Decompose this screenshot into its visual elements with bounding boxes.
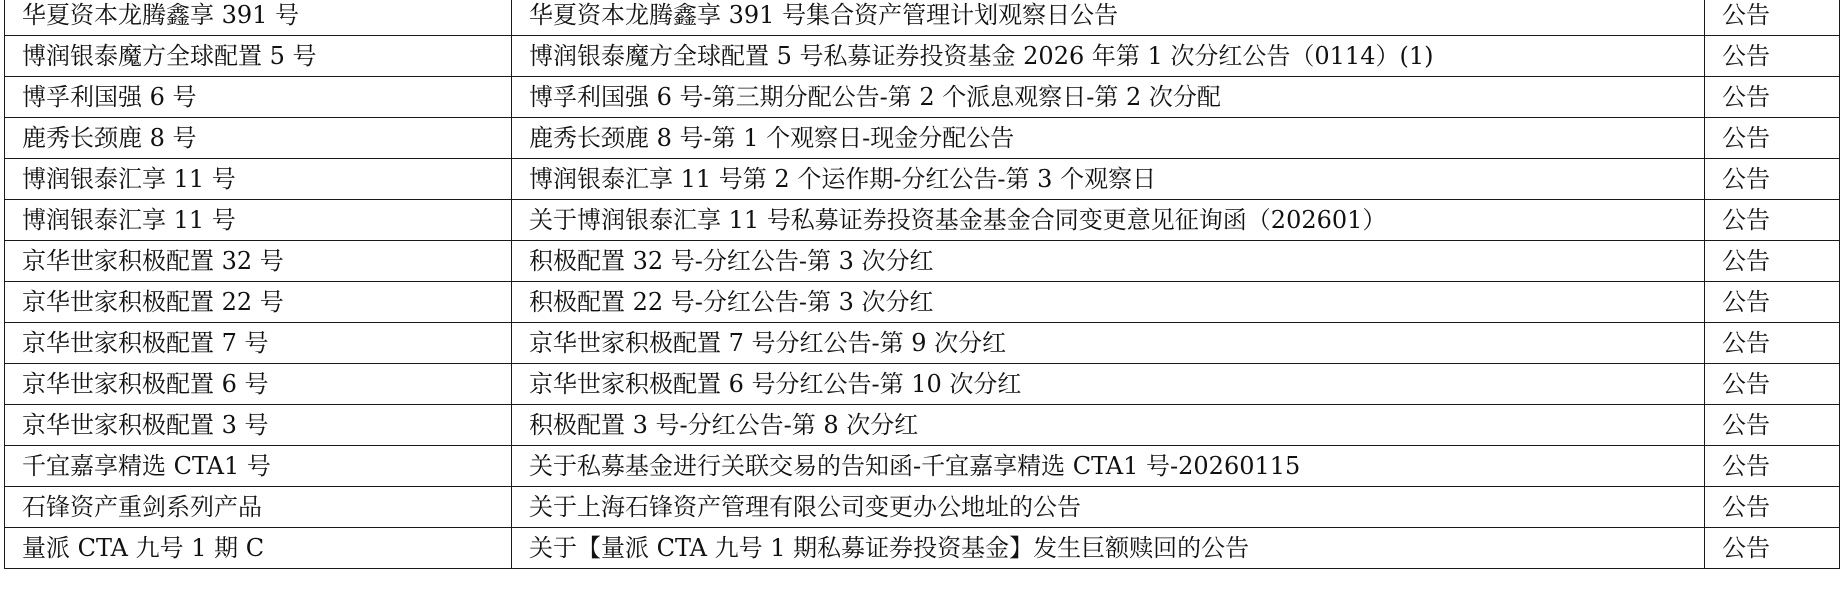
product-name-cell: 千宜嘉享精选 CTA1 号 bbox=[5, 446, 512, 487]
table-row bbox=[5, 118, 1840, 159]
announcement-title-cell: 博孚利国强 6 号-第三期分配公告-第 2 个派息观察日-第 2 次分配 bbox=[512, 77, 1705, 118]
product-name-cell: 京华世家积极配置 7 号 bbox=[5, 323, 512, 364]
product-name-cell: 华夏资本龙腾鑫享 391 号 bbox=[5, 0, 512, 36]
announcement-type-cell: 公告 bbox=[1705, 364, 1840, 405]
table-row bbox=[5, 487, 1840, 528]
announcement-type-cell: 公告 bbox=[1705, 118, 1840, 159]
announcement-title-cell: 关于上海石锋资产管理有限公司变更办公地址的公告 bbox=[512, 487, 1705, 528]
table-row bbox=[5, 528, 1840, 569]
product-name-cell: 石锋资产重剑系列产品 bbox=[5, 487, 512, 528]
announcement-type-cell: 公告 bbox=[1705, 487, 1840, 528]
announcement-type-cell: 公告 bbox=[1705, 405, 1840, 446]
product-name-cell: 量派 CTA 九号 1 期 C bbox=[5, 528, 512, 569]
announcement-type-cell: 公告 bbox=[1705, 528, 1840, 569]
product-name-cell: 京华世家积极配置 3 号 bbox=[5, 405, 512, 446]
announcement-type-cell: 公告 bbox=[1705, 159, 1840, 200]
table-row bbox=[5, 323, 1840, 364]
product-name-cell: 博孚利国强 6 号 bbox=[5, 77, 512, 118]
product-name-cell: 京华世家积极配置 6 号 bbox=[5, 364, 512, 405]
announcement-title-cell: 积极配置 32 号-分红公告-第 3 次分红 bbox=[512, 241, 1705, 282]
announcement-type-cell: 公告 bbox=[1705, 200, 1840, 241]
announcement-type-cell: 公告 bbox=[1705, 446, 1840, 487]
announcement-title-cell: 关于博润银泰汇享 11 号私募证券投资基金基金合同变更意见征询函（202601） bbox=[512, 200, 1705, 241]
table-row bbox=[5, 200, 1840, 241]
table-row bbox=[5, 159, 1840, 200]
table-row bbox=[5, 364, 1840, 405]
announcement-type-cell: 公告 bbox=[1705, 282, 1840, 323]
announcement-title-cell: 积极配置 22 号-分红公告-第 3 次分红 bbox=[512, 282, 1705, 323]
announcement-title-cell: 京华世家积极配置 7 号分红公告-第 9 次分红 bbox=[512, 323, 1705, 364]
table-row bbox=[5, 36, 1840, 77]
announcement-title-cell: 关于【量派 CTA 九号 1 期私募证券投资基金】发生巨额赎回的公告 bbox=[512, 528, 1705, 569]
table-row bbox=[5, 0, 1840, 36]
announcement-title-cell: 博润银泰魔方全球配置 5 号私募证券投资基金 2026 年第 1 次分红公告（0114）(1) bbox=[512, 36, 1705, 77]
announcement-title-cell: 博润银泰汇享 11 号第 2 个运作期-分红公告-第 3 个观察日 bbox=[512, 159, 1705, 200]
product-name-cell: 博润银泰魔方全球配置 5 号 bbox=[5, 36, 512, 77]
table-row bbox=[5, 405, 1840, 446]
announcement-type-cell: 公告 bbox=[1705, 323, 1840, 364]
product-name-cell: 鹿秀长颈鹿 8 号 bbox=[5, 118, 512, 159]
product-name-cell: 博润银泰汇享 11 号 bbox=[5, 159, 512, 200]
table-row bbox=[5, 241, 1840, 282]
announcement-type-cell: 公告 bbox=[1705, 77, 1840, 118]
table-row bbox=[5, 77, 1840, 118]
announcement-title-cell: 积极配置 3 号-分红公告-第 8 次分红 bbox=[512, 405, 1705, 446]
table-row bbox=[5, 282, 1840, 323]
announcement-title-cell: 鹿秀长颈鹿 8 号-第 1 个观察日-现金分配公告 bbox=[512, 118, 1705, 159]
announcement-type-cell: 公告 bbox=[1705, 36, 1840, 77]
announcement-title-cell: 华夏资本龙腾鑫享 391 号集合资产管理计划观察日公告 bbox=[512, 0, 1705, 36]
product-name-cell: 博润银泰汇享 11 号 bbox=[5, 200, 512, 241]
announcement-table-body bbox=[5, 0, 1840, 569]
announcement-title-cell: 关于私募基金进行关联交易的告知函-千宜嘉享精选 CTA1 号-20260115 bbox=[512, 446, 1705, 487]
product-name-cell: 京华世家积极配置 22 号 bbox=[5, 282, 512, 323]
announcement-type-cell: 公告 bbox=[1705, 241, 1840, 282]
announcement-type-cell: 公告 bbox=[1705, 0, 1840, 36]
announcement-table bbox=[4, 0, 1840, 569]
announcement-title-cell: 京华世家积极配置 6 号分红公告-第 10 次分红 bbox=[512, 364, 1705, 405]
product-name-cell: 京华世家积极配置 32 号 bbox=[5, 241, 512, 282]
table-row bbox=[5, 446, 1840, 487]
